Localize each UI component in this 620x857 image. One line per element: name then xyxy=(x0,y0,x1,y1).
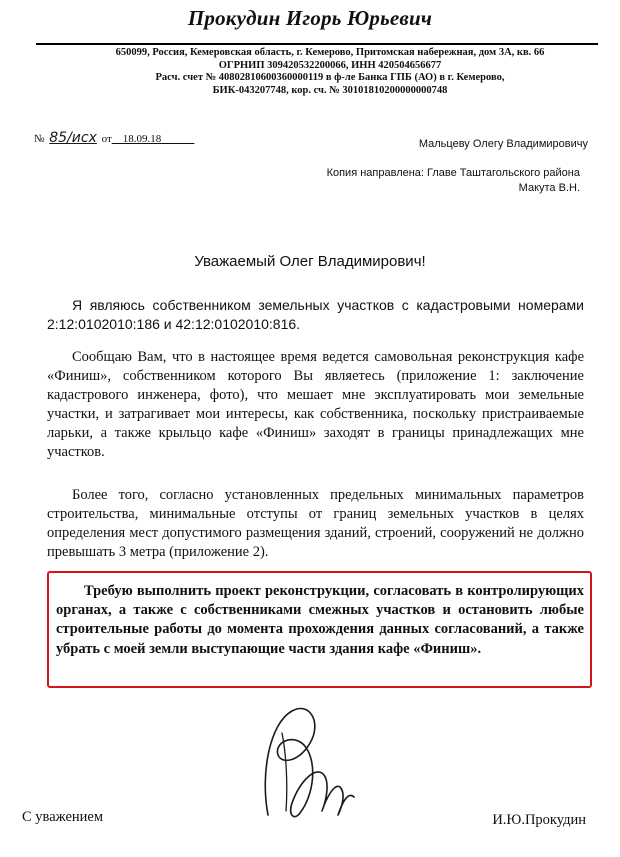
paragraph-reconstruction xyxy=(47,348,584,462)
signer-name: И.Ю.Прокудин xyxy=(492,812,586,828)
recipient: Мальцеву Олегу Владимировичу xyxy=(418,138,588,150)
header-divider xyxy=(36,43,598,45)
ref-number: 85/исх xyxy=(49,130,97,146)
copy-line-1: Копия направлена: Главе Таштагольского района xyxy=(326,167,580,179)
sender-account: Расч. счет № 40802810600360000119 в ф-ле Банка ГПБ (АО) в г. Кемерово, xyxy=(155,72,505,84)
handwritten-signature xyxy=(230,703,370,823)
ref-prefix: № xyxy=(34,133,45,145)
ref-from: от xyxy=(101,133,112,145)
paragraph-ownership xyxy=(47,296,584,334)
copy-notice xyxy=(327,166,580,196)
copy-line-2: Макута В.Н. xyxy=(518,182,580,194)
sender-address: 650099, Россия, Кемеровская область, г. Кемерово, Притомская набережная, дом 3А, кв. 66 xyxy=(115,47,545,58)
demand-paragraph: Требую выполнить проект реконструкции, согласовать в контролирующих органах, а также с собственниками смежных участков и остановить любые строительные работы до момента прохождения данных согласований, а также убрать с моей земли выступающие части здания кафе «Финиш». xyxy=(56,583,584,657)
greeting: Уважаемый Олег Владимирович! xyxy=(194,253,426,270)
outgoing-reference: № 85/исх от__18.09.18______ xyxy=(34,130,195,146)
sender-requisites xyxy=(60,47,600,97)
sender-ogrnip: ОГРНИП 309420532200066, ИНН 420504656677 xyxy=(218,59,442,71)
paragraph-setback xyxy=(47,486,584,562)
paragraph-reconstruction-text: Сообщаю Вам, что в настоящее время ведется самовольная реконструкция кафе «Финиш», собственником которого Вы являетесь (приложение 1: заключение кадастрового инженера, фото), что мешает мне эксплуатировать мои земельные участки, и затрагивает мои интересы, как собственника, поскольку пристраиваемые ларьки, а также крыльцо кафе «Финиш» заходят в границы принадлежащих мне участков. xyxy=(47,349,584,460)
sender-bik: БИК-043207748, кор. сч. № 30101810200000000748 xyxy=(212,84,448,96)
sender-name: Прокудин Игорь Юрьевич xyxy=(187,6,433,30)
paragraph-setback-text: Более того, согласно установленных предельных минимальных параметров строительства, минимальные отступы от границ земельных участков в целях определения мест допустимого размещения зданий, строений, сооружений не должно превышать 3 метра (приложение 2). xyxy=(47,487,584,560)
ref-date: 18.09.18 xyxy=(122,133,162,145)
closing-phrase: С уважением xyxy=(22,809,104,825)
paragraph-ownership-text: Я являюсь собственником земельных участков с кадастровыми номерами 2:12:0102010:186 и 42:12:0102010:816. xyxy=(47,297,584,332)
